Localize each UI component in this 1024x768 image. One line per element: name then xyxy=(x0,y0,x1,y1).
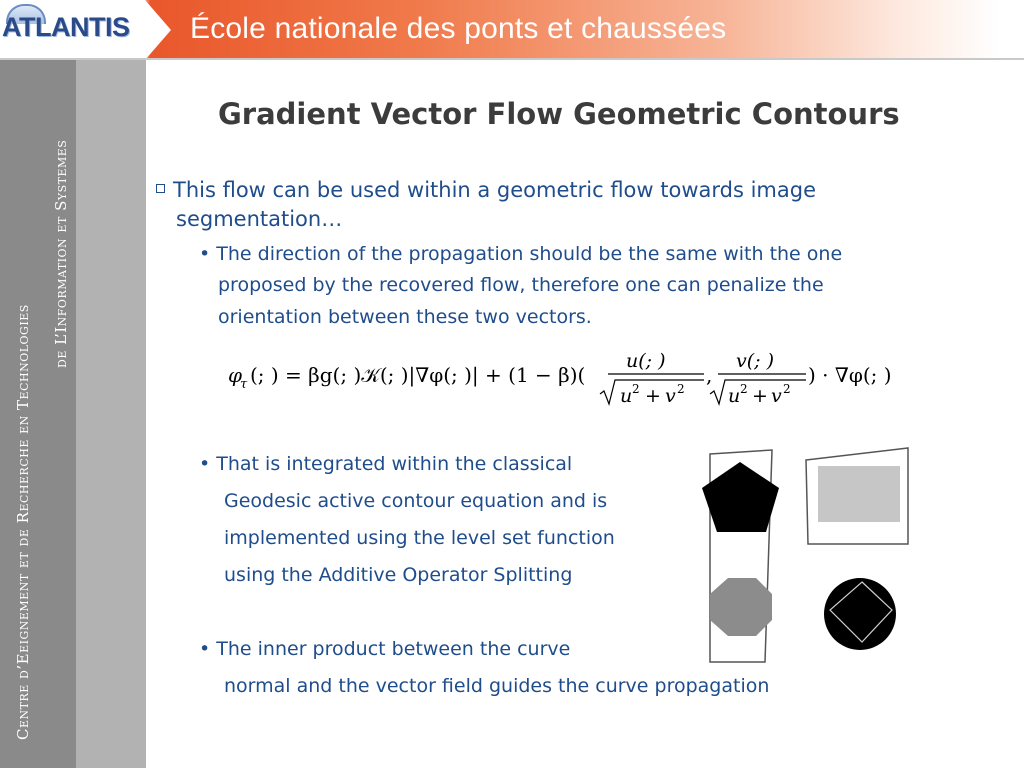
header-divider xyxy=(145,0,171,60)
sub-bullet-2-text: That is integrated within the classical xyxy=(216,453,573,475)
sub-bullet-1-text: The direction of the propagation should be the same with the one xyxy=(216,243,843,265)
slide-title: Gradient Vector Flow Geometric Contours xyxy=(218,97,900,131)
sub-bullet-2-line-1 xyxy=(199,453,572,475)
equation-den-u2: u xyxy=(728,385,741,407)
sub-bullet-2-line-3: implemented using the level set function xyxy=(224,527,615,549)
equation-frac2-numerator: v(; ) xyxy=(736,350,774,372)
sub-bullet-3-line-1 xyxy=(199,638,570,660)
equation-den-v1: v xyxy=(665,385,676,407)
equation-den-u1: u xyxy=(620,385,633,407)
equation-den-v2: v xyxy=(771,385,782,407)
equation-lhs: (; ) = βg(; )𝒦(; )|∇φ(; )| + (1 − β)( xyxy=(250,363,586,387)
segmentation-figure xyxy=(690,440,922,670)
dot-bullet-icon: • xyxy=(199,638,211,660)
equation-exp-v2: 2 xyxy=(783,382,791,396)
header-rule xyxy=(0,58,1024,60)
equation-rhs: ) · ∇φ(; ) xyxy=(808,363,892,387)
logo: ATLANTIS xyxy=(2,12,130,42)
equation-exp-u2: 2 xyxy=(740,382,748,396)
sub-bullet-2-line-4: using the Additive Operator Splitting xyxy=(224,564,573,586)
sub-bullet-1-line-3: orientation between these two vectors. xyxy=(218,306,592,328)
sub-bullet-3-line-2: normal and the vector field guides the curve propagation xyxy=(224,675,770,697)
equation-tau: τ xyxy=(240,377,248,392)
equation-plus1: + xyxy=(645,385,661,407)
bullet-1-line-1: This flow can be used within a geometric flow towards image xyxy=(173,178,817,202)
equation-frac1-numerator: u(; ) xyxy=(626,350,666,372)
sidebar-light xyxy=(76,60,146,768)
equation-comma: , xyxy=(706,363,713,387)
equation xyxy=(228,342,908,414)
bullet-1 xyxy=(156,174,816,207)
shape-octagon xyxy=(710,578,772,636)
hollow-square-bullet-icon xyxy=(156,184,165,193)
shape-pentagon xyxy=(702,462,779,532)
equation-exp-v1: 2 xyxy=(677,382,685,396)
sub-bullet-1-line-2: proposed by the recovered flow, therefore one can penalize the xyxy=(218,274,824,296)
dot-bullet-icon: • xyxy=(199,453,211,475)
sidebar-text-secondary: de L’Information et Systemes xyxy=(52,139,70,368)
school-title: École nationale des ponts et chaussées xyxy=(190,12,727,45)
header-banner xyxy=(0,0,1024,60)
sidebar-text-primary: Centre d’Eeignement et de Recherche en Technologies xyxy=(14,304,32,740)
equation-phi: φ xyxy=(228,363,243,387)
bullet-1-line-2: segmentation… xyxy=(176,207,343,231)
sub-bullet-1-line-1 xyxy=(199,243,842,265)
dot-bullet-icon: • xyxy=(199,243,211,265)
equation-plus2: + xyxy=(752,385,768,407)
sub-bullet-3-text: The inner product between the curve xyxy=(216,638,571,660)
equation-exp-u1: 2 xyxy=(632,382,640,396)
shape-rectangle xyxy=(818,466,900,522)
sub-bullet-2-line-2: Geodesic active contour equation and is xyxy=(224,490,608,512)
logo-area xyxy=(0,0,145,58)
